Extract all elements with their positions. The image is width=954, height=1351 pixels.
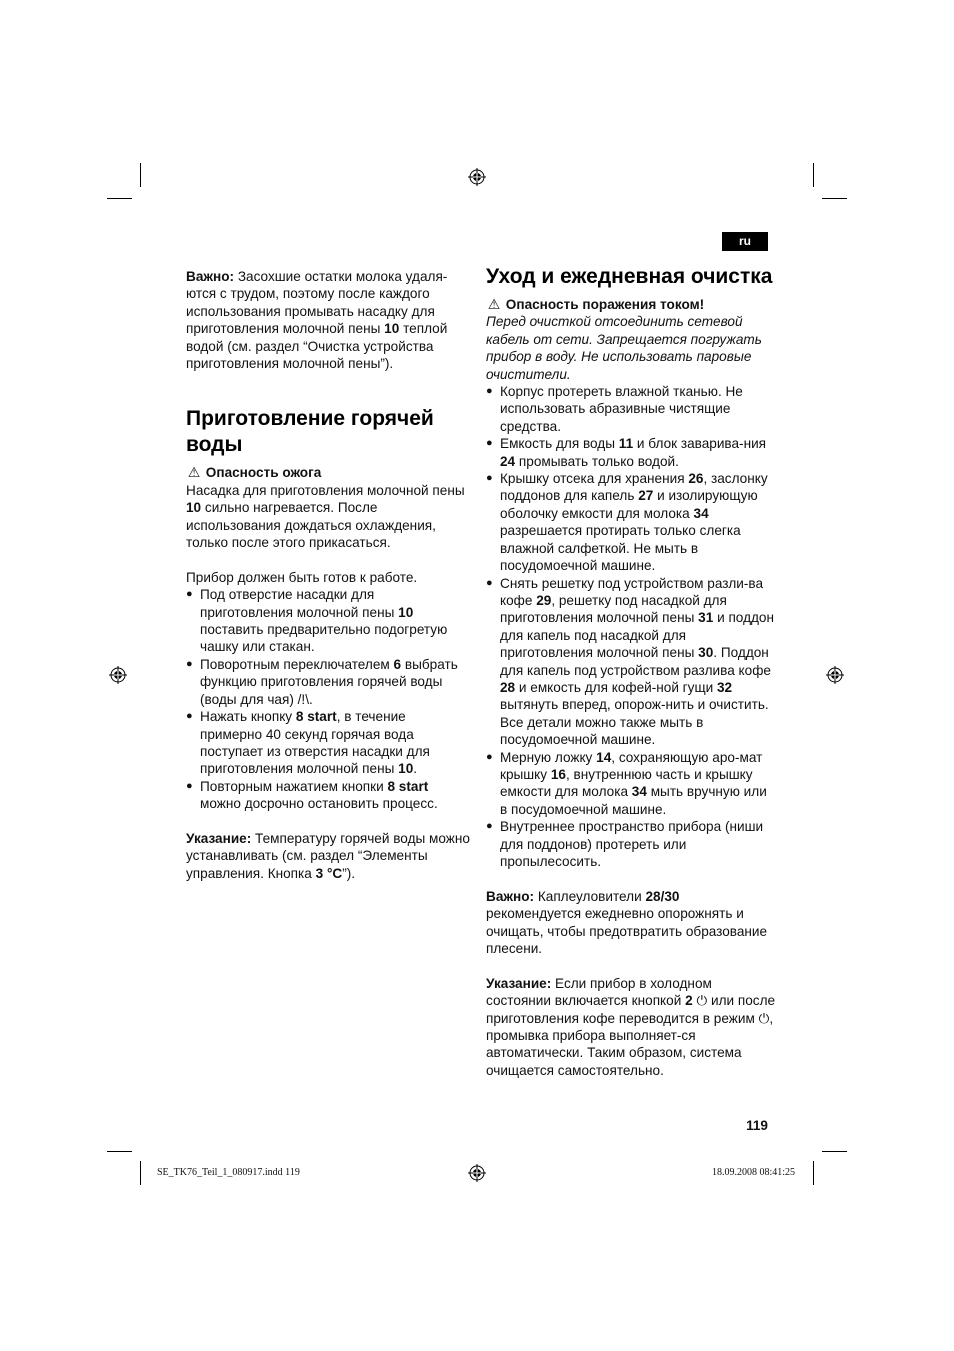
text: Поворотным переключателем <box>200 656 394 672</box>
part-number: 32 <box>717 679 733 695</box>
list-item <box>486 435 776 470</box>
slug-date: 18.09.2008 08:41:25 <box>712 1167 796 1178</box>
part-number: 11 <box>618 436 634 452</box>
text: сильно нагревается. После использования дождаться охлаждения, только после этого прикасаться. <box>186 500 436 551</box>
part-number: 10 <box>384 321 400 337</box>
text: Засохшие остатки молока удаля-ются с трудом, поэтому после каждого использования промывать насадку для приготовления молочной пены <box>186 269 448 337</box>
part-number: 26 <box>688 471 704 487</box>
ready-text: Прибор должен быть готов к работе. <box>186 569 418 585</box>
note-label: Указание: <box>186 830 252 846</box>
text: Под отверстие насадки для приготовления молочной пены <box>200 587 399 620</box>
step-list <box>186 586 470 812</box>
right-column <box>486 264 776 1079</box>
text: выбрать функцию приготовления горячей воды (воды для чая) <box>200 656 458 707</box>
text: , решетку под насадкой для приготовления молочной пены <box>500 592 727 626</box>
slug-file: SE_TK76_Teil_1_080917.indd 119 <box>157 1167 300 1178</box>
page-number: 119 <box>746 1118 768 1133</box>
text: Повторным нажатием кнопки <box>200 778 388 794</box>
text: , в течение примерно 40 секунд горячая вода поступает из отверстия насадки для приготовления молочной пены <box>200 709 430 777</box>
important-paragraph <box>486 888 776 958</box>
text: Насадка для приготовления молочной пены <box>186 482 465 498</box>
language-badge: ru <box>722 232 768 251</box>
warning-title <box>486 296 776 313</box>
text: Каплеуловители <box>534 888 646 904</box>
warning-icon: ⚠ <box>187 464 201 481</box>
text: Опасность поражения током! <box>505 297 705 312</box>
part-number: 28 <box>500 679 516 695</box>
crop-mark <box>822 1151 847 1152</box>
crop-mark <box>822 198 847 199</box>
part-number: 29 <box>536 592 552 608</box>
text: промывать только водой. <box>515 453 679 469</box>
crop-mark <box>140 163 141 187</box>
list-item: ● Внутреннее пространство прибора (ниши для поддонов) протереть или пропылесосить. <box>486 818 776 870</box>
text: Снять решетку под устройством разли-ва кофе <box>500 575 764 608</box>
registration-mark-icon <box>826 666 844 684</box>
note-paragraph <box>186 830 470 882</box>
text: и поддон для капель под насадкой для приготовления молочной пены <box>500 610 774 661</box>
part-number: 2 <box>685 993 693 1009</box>
warning-icon: ⚠ <box>487 296 501 312</box>
text: , промывка прибора выполняет-ся автоматически. Таким образом, система очищается самостоятельно. <box>486 1010 774 1078</box>
text: вытянуть вперед, опорож-нить и очистить. Все детали можно также мыть в посудомоечной машине. <box>500 697 769 748</box>
list-item <box>186 708 470 778</box>
text: можно досрочно остановить процесс. <box>200 796 438 812</box>
list-item <box>486 575 776 749</box>
text: , внутреннюю часть и крышку емкости для молока <box>500 766 753 800</box>
part-number: 8 start <box>387 778 429 794</box>
part-number: 10 <box>186 500 202 516</box>
text: . <box>413 761 418 777</box>
warning-text: Перед очисткой отсоединить сетевой кабель от сети. Запрещается погружать прибор в воду. Не использовать паровые очистители. <box>486 314 762 382</box>
part-number: 30 <box>698 645 714 661</box>
part-number: 10 <box>398 604 414 620</box>
text: Если прибор в холодном состоянии включается кнопкой <box>486 975 712 1009</box>
list-item: ● Корпус протереть влажной тканью. Не использовать абразивные чистящие средства. <box>486 383 776 435</box>
registration-mark-icon <box>468 168 486 186</box>
text: Емкость для воды <box>500 436 619 452</box>
important-label: Важно: <box>486 888 535 904</box>
list-item <box>186 778 470 813</box>
left-column <box>186 268 470 882</box>
crop-mark <box>140 1161 141 1185</box>
important-paragraph <box>186 268 470 372</box>
crop-mark <box>107 1151 132 1152</box>
list-item <box>486 470 776 574</box>
power-icon: ⏻ <box>696 993 708 1009</box>
list-item <box>186 586 470 656</box>
text: рекомендуется ежедневно опорожнять и очищать, чтобы предотвратить образование плесени. <box>486 906 768 957</box>
registration-mark-icon <box>109 666 127 684</box>
part-number: 34 <box>693 505 709 521</box>
crop-mark <box>813 1161 814 1185</box>
part-number: 31 <box>698 610 714 626</box>
part-number: 10 <box>398 761 414 777</box>
crop-mark <box>813 163 814 187</box>
text: , сохраняющую аро-мат крышку <box>500 749 763 782</box>
warning-text <box>186 482 470 552</box>
note-paragraph <box>486 975 776 1079</box>
list-item <box>486 749 776 819</box>
part-number: 24 <box>500 453 516 469</box>
note-label: Указание: <box>486 975 552 991</box>
part-number: 28/30 <box>645 888 680 904</box>
part-number: 34 <box>631 784 647 800</box>
text: или после приготовления кофе переводится в режим <box>486 993 776 1026</box>
power-icon: ⏻ <box>758 1010 770 1026</box>
text: , заслонку поддонов для капель <box>500 471 768 504</box>
text: теплой водой (см. раздел “Очистка устройства приготовления молочной пены”). <box>186 321 448 372</box>
warning-title <box>186 464 470 481</box>
text: и изолирующую оболочку емкости для молока <box>500 488 758 521</box>
section-heading: Приготовление горячей воды <box>186 407 434 457</box>
text: . <box>309 691 313 707</box>
text: Крышку отсека для хранения <box>500 471 689 487</box>
text: Опасность ожога <box>205 465 322 481</box>
text: разрешается протирать только слегка влажной салфеткой. Не мыть в посудомоечной машине. <box>500 523 741 574</box>
registration-mark-icon <box>468 1164 486 1182</box>
part-number: 6 <box>393 656 402 672</box>
text: . Поддон для капель под устройством разлива кофе <box>500 645 771 678</box>
list-item <box>186 656 470 708</box>
cleaning-list <box>486 383 776 870</box>
crop-mark <box>107 198 132 199</box>
hot-water-icon: /!\ <box>297 691 309 707</box>
text: мыть вручную или в посудомоечной машине. <box>500 784 767 817</box>
important-label: Важно: <box>186 269 235 284</box>
text: Нажать кнопку <box>200 709 296 725</box>
text: и блок заварива-ния <box>633 436 767 452</box>
part-number: 14 <box>596 749 612 765</box>
text: ”). <box>342 865 356 881</box>
part-number: 3 °C <box>315 865 343 881</box>
text: Мерную ложку <box>500 749 597 765</box>
part-number: 27 <box>638 488 654 504</box>
part-number: 16 <box>550 766 566 782</box>
part-number: 8 start <box>295 709 337 725</box>
text: Температуру горячей воды можно устанавливать (см. раздел “Элементы управления. Кнопка <box>186 830 470 881</box>
text: поставить предварительно подогретую чашку или стакан. <box>200 622 448 655</box>
section-heading: Уход и ежедневная очистка <box>486 265 773 288</box>
text: и емкость для кофей-ной гущи <box>515 679 717 695</box>
